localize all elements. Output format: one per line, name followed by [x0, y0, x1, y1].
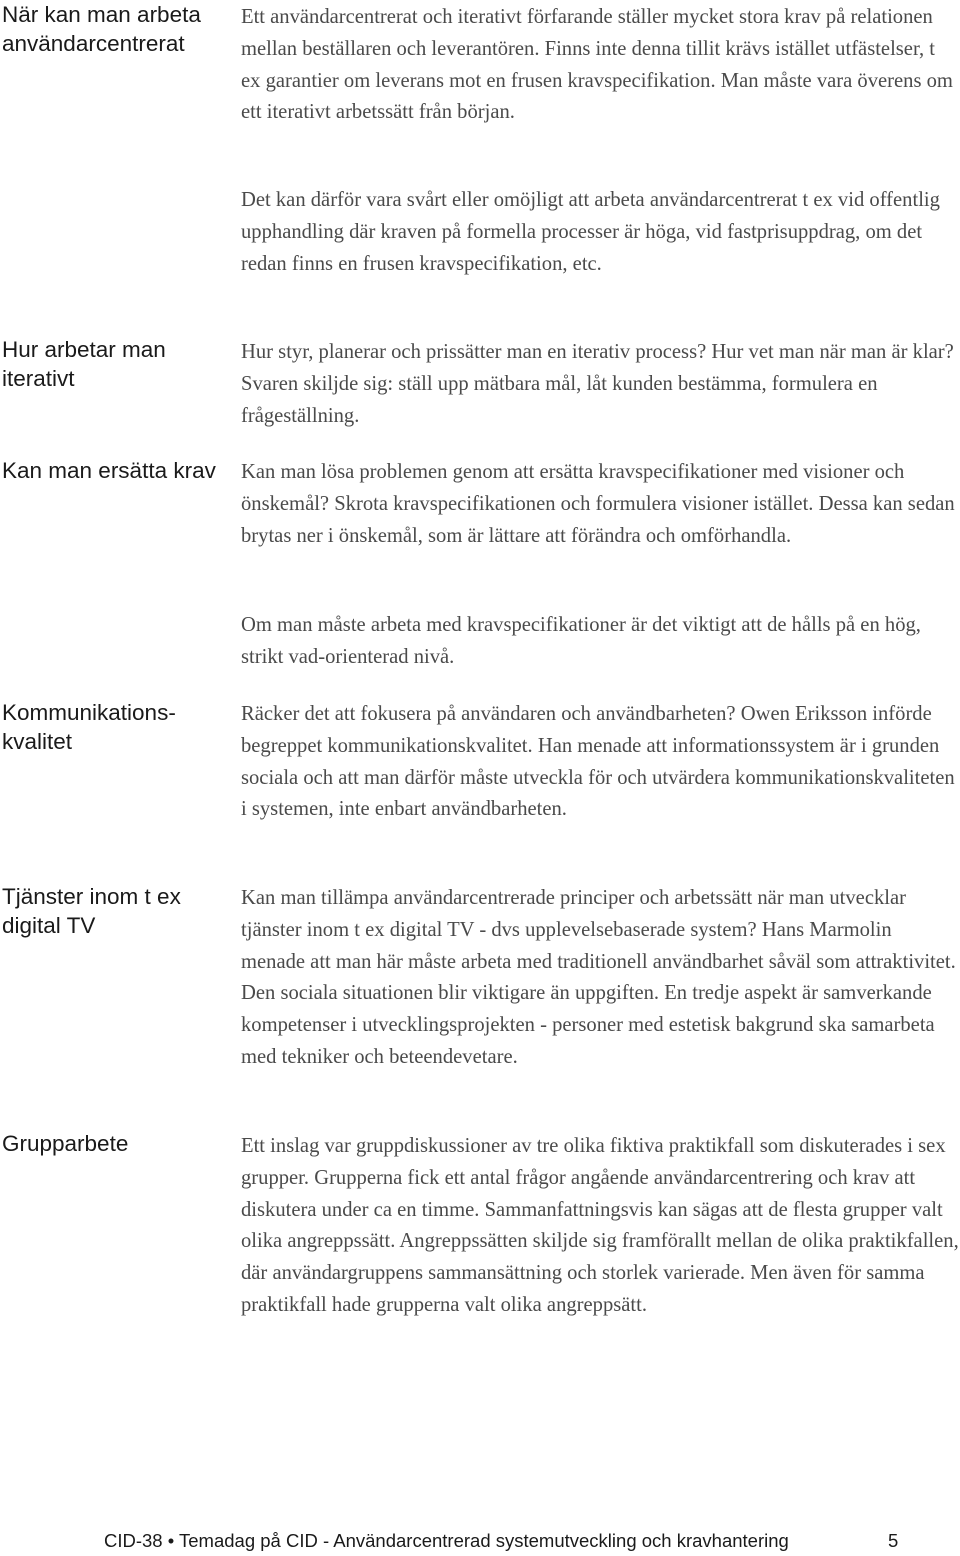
- paragraph-relationship: Ett användarcentrerat och iterativt förfarande ställer mycket stora krav på relationen mellan beställaren och leverantören. Finns inte denna tillit krävs istället utfästelser, t ex garantier om leverans mot en frusen kravspecifikation. Man måste vara överens om ett iterativt arbetssätt från början.: [241, 6, 953, 124]
- paragraph-group-work: Ett inslag var gruppdiskussioner av tre olika fiktiva praktikfall som diskuterades i sex grupper. Grupperna fick ett antal frågor angående användarcentrering och krav att diskutera under ca en timme. Sammanfattningsvis kan sägas att de flesta grupper valt olika angreppssätt. Angreppssätten skiljde sig framförallt mellan de olika praktikfallen, där användargruppens sammansättning och storlek varierade. Men även för samma praktikfall hade grupperna valt olika angreppsätt.: [241, 1135, 959, 1316]
- paragraph-visions: Kan man lösa problemen genom att ersätta kravspecifikationer med visioner och önskemål? Skrota kravspecifikationen och formulera visioner istället. Dessa kan sedan brytas ner i önskemål, som är lättare att förändra och omförhandla.: [241, 461, 955, 547]
- paragraph-what-oriented: Om man måste arbeta med kravspecifikationer är det viktigt att de hålls på en hög, strikt vad-orienterad nivå.: [241, 614, 921, 668]
- paragraph-iterative-process: Hur styr, planerar och prissätter man en iterativ process? Hur vet man när man är klar? Svaren skiljde sig: ställ upp mätbara mål, låt kunden bestämma, formulera en frågeställning.: [241, 341, 954, 427]
- page-footer: [0, 1526, 960, 1556]
- paragraph-communication-quality: Räcker det att fokusera på användaren och användbarheten? Owen Eriksson införde begreppet kommunikationskvalitet. Han menade att informationssystem är i grunden sociala och att man därför måste utveckla för och utvärdera kommunikationskvaliteten i systemen, inte enbart användbarheten.: [241, 703, 955, 821]
- heading-digital-tv: Tjänster inom t ex digital TV: [2, 884, 181, 938]
- paragraph-public-procurement: Det kan därför vara svårt eller omöjligt att arbeta användarcentrerat t ex vid offentlig upphandling där kraven på formella processer är höga, vid fastprisuppdrag, om det redan finns en frusen kravspecifikation, etc.: [241, 189, 940, 275]
- page-number: 5: [888, 1530, 899, 1551]
- heading-communication-quality: Kommunikations-kvalitet: [2, 700, 176, 754]
- heading-group-work: Grupparbete: [2, 1131, 129, 1156]
- heading-iterative-work: Hur arbetar man iterativt: [2, 337, 166, 391]
- heading-replace-requirements: Kan man ersätta krav: [2, 458, 216, 483]
- heading-when-user-centered: När kan man arbeta användarcentrerat: [2, 2, 201, 56]
- paragraph-digital-tv: Kan man tillämpa användarcentrerade principer och arbetssätt när man utvecklar tjänster inom t ex digital TV - dvs upplevelsebaserade system? Hans Marmolin menade att man här måste arbeta med traditionell användbarhet såväl som attraktivitet. Den sociala situationen blir viktigare än uppgiften. En tredje aspekt är samverkande kompetenser i utvecklingsprojekten - personer med estetisk bakgrund ska samarbeta med tekniker och beteendevetare.: [241, 887, 956, 1068]
- footer-text: CID-38 • Temadag på CID - Användarcentrerad systemutveckling och kravhantering: [104, 1530, 789, 1551]
